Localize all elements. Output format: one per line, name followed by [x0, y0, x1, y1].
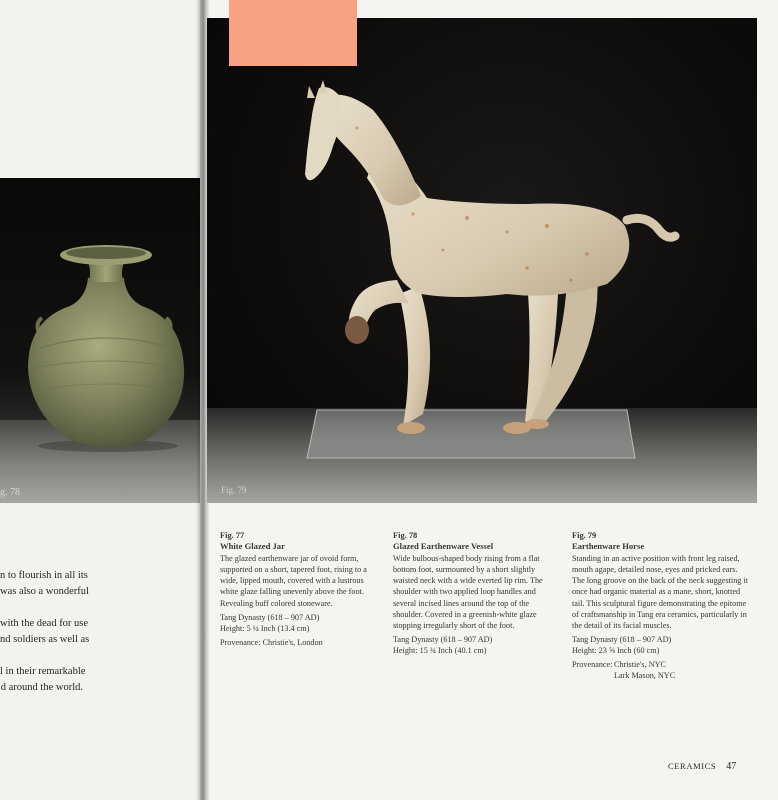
fig-79-label: Fig. 79 [221, 485, 247, 495]
provenance-label: Provenance: [572, 660, 613, 670]
caption-fig-79 [572, 530, 752, 681]
left-paragraph-2: with the dead for use nd soldiers as well as [0, 618, 90, 645]
horse-photo [207, 18, 757, 503]
left-paragraph-1: n to flourish in all its was also a wonderful [0, 570, 89, 597]
caption-provenance [572, 659, 752, 681]
left-paragraph-3: l in their remarkable d around the world. [0, 666, 86, 693]
caption-fig-77 [220, 530, 376, 648]
page-footer [668, 761, 736, 772]
caption-height: Height: 23 ⅝ Inch (60 cm) [572, 645, 660, 655]
caption-dynasty: Tang Dynasty (618 – 907 AD) [572, 634, 672, 644]
caption-dynasty: Tang Dynasty (618 – 907 AD) [220, 612, 320, 622]
caption-fig-number: Fig. 79 [572, 531, 597, 540]
caption-title: Glazed Earthenware Vessel [393, 541, 494, 552]
caption-description: Wide bulbous-shaped body rising from a flat bottom foot, surmounted by a short slightly waisted neck with a wide everted lip rim. The shoulder with two applied loop handles and several incised lines around the top of the shoulder. Covered in a greenish-white glaze stopping irregularly short of the foot. [393, 554, 543, 630]
left-body-text [0, 568, 200, 712]
provenance-value: Christie's, NYC [614, 660, 666, 670]
caption-fig-78 [393, 530, 555, 656]
provenance-value: Lark Mason, NYC [614, 671, 676, 681]
caption-provenance: Provenance: Christie's, London [220, 637, 323, 647]
caption-height: Height: 5 ¼ Inch (13.4 cm) [220, 623, 310, 633]
caption-height: Height: 15 ¾ Inch (40.1 cm) [393, 645, 487, 655]
earthenware-horse-image [207, 18, 757, 503]
left-page [0, 0, 200, 800]
caption-title: Earthenware Horse [572, 541, 645, 552]
caption-fig-number: Fig. 77 [220, 531, 245, 540]
fig-78-label-left: g. 78 [0, 487, 20, 498]
page-number: 47 [726, 761, 737, 772]
caption-description: The glazed earthenware jar of ovoid form, supported on a short, tapered foot, rising to a wide, lipped mouth, covered with a lustrous white glaze falling unevenly above the foot. Revealing buff colored stoneware. [220, 554, 367, 608]
section-name: CERAMICS [668, 761, 717, 771]
caption-title: White Glazed Jar [220, 541, 285, 552]
salmon-accent-box [229, 0, 357, 66]
caption-dynasty: Tang Dynasty (618 – 907 AD) [393, 634, 493, 644]
glazed-vessel-image [0, 178, 200, 508]
caption-fig-number: Fig. 78 [393, 531, 418, 540]
caption-description: Standing in an active position with front leg raised, mouth agape, detailed nose, eyes and pricked ears. The long groove on the back of the neck suggesting it once had organic material as a mane, short, knotted tail. This sculptural figure demonstrating the epitome of craftsmanship in Tang era ceramics, particularly in the detail of its facial muscles. [572, 554, 748, 630]
provenance-values [614, 659, 675, 681]
